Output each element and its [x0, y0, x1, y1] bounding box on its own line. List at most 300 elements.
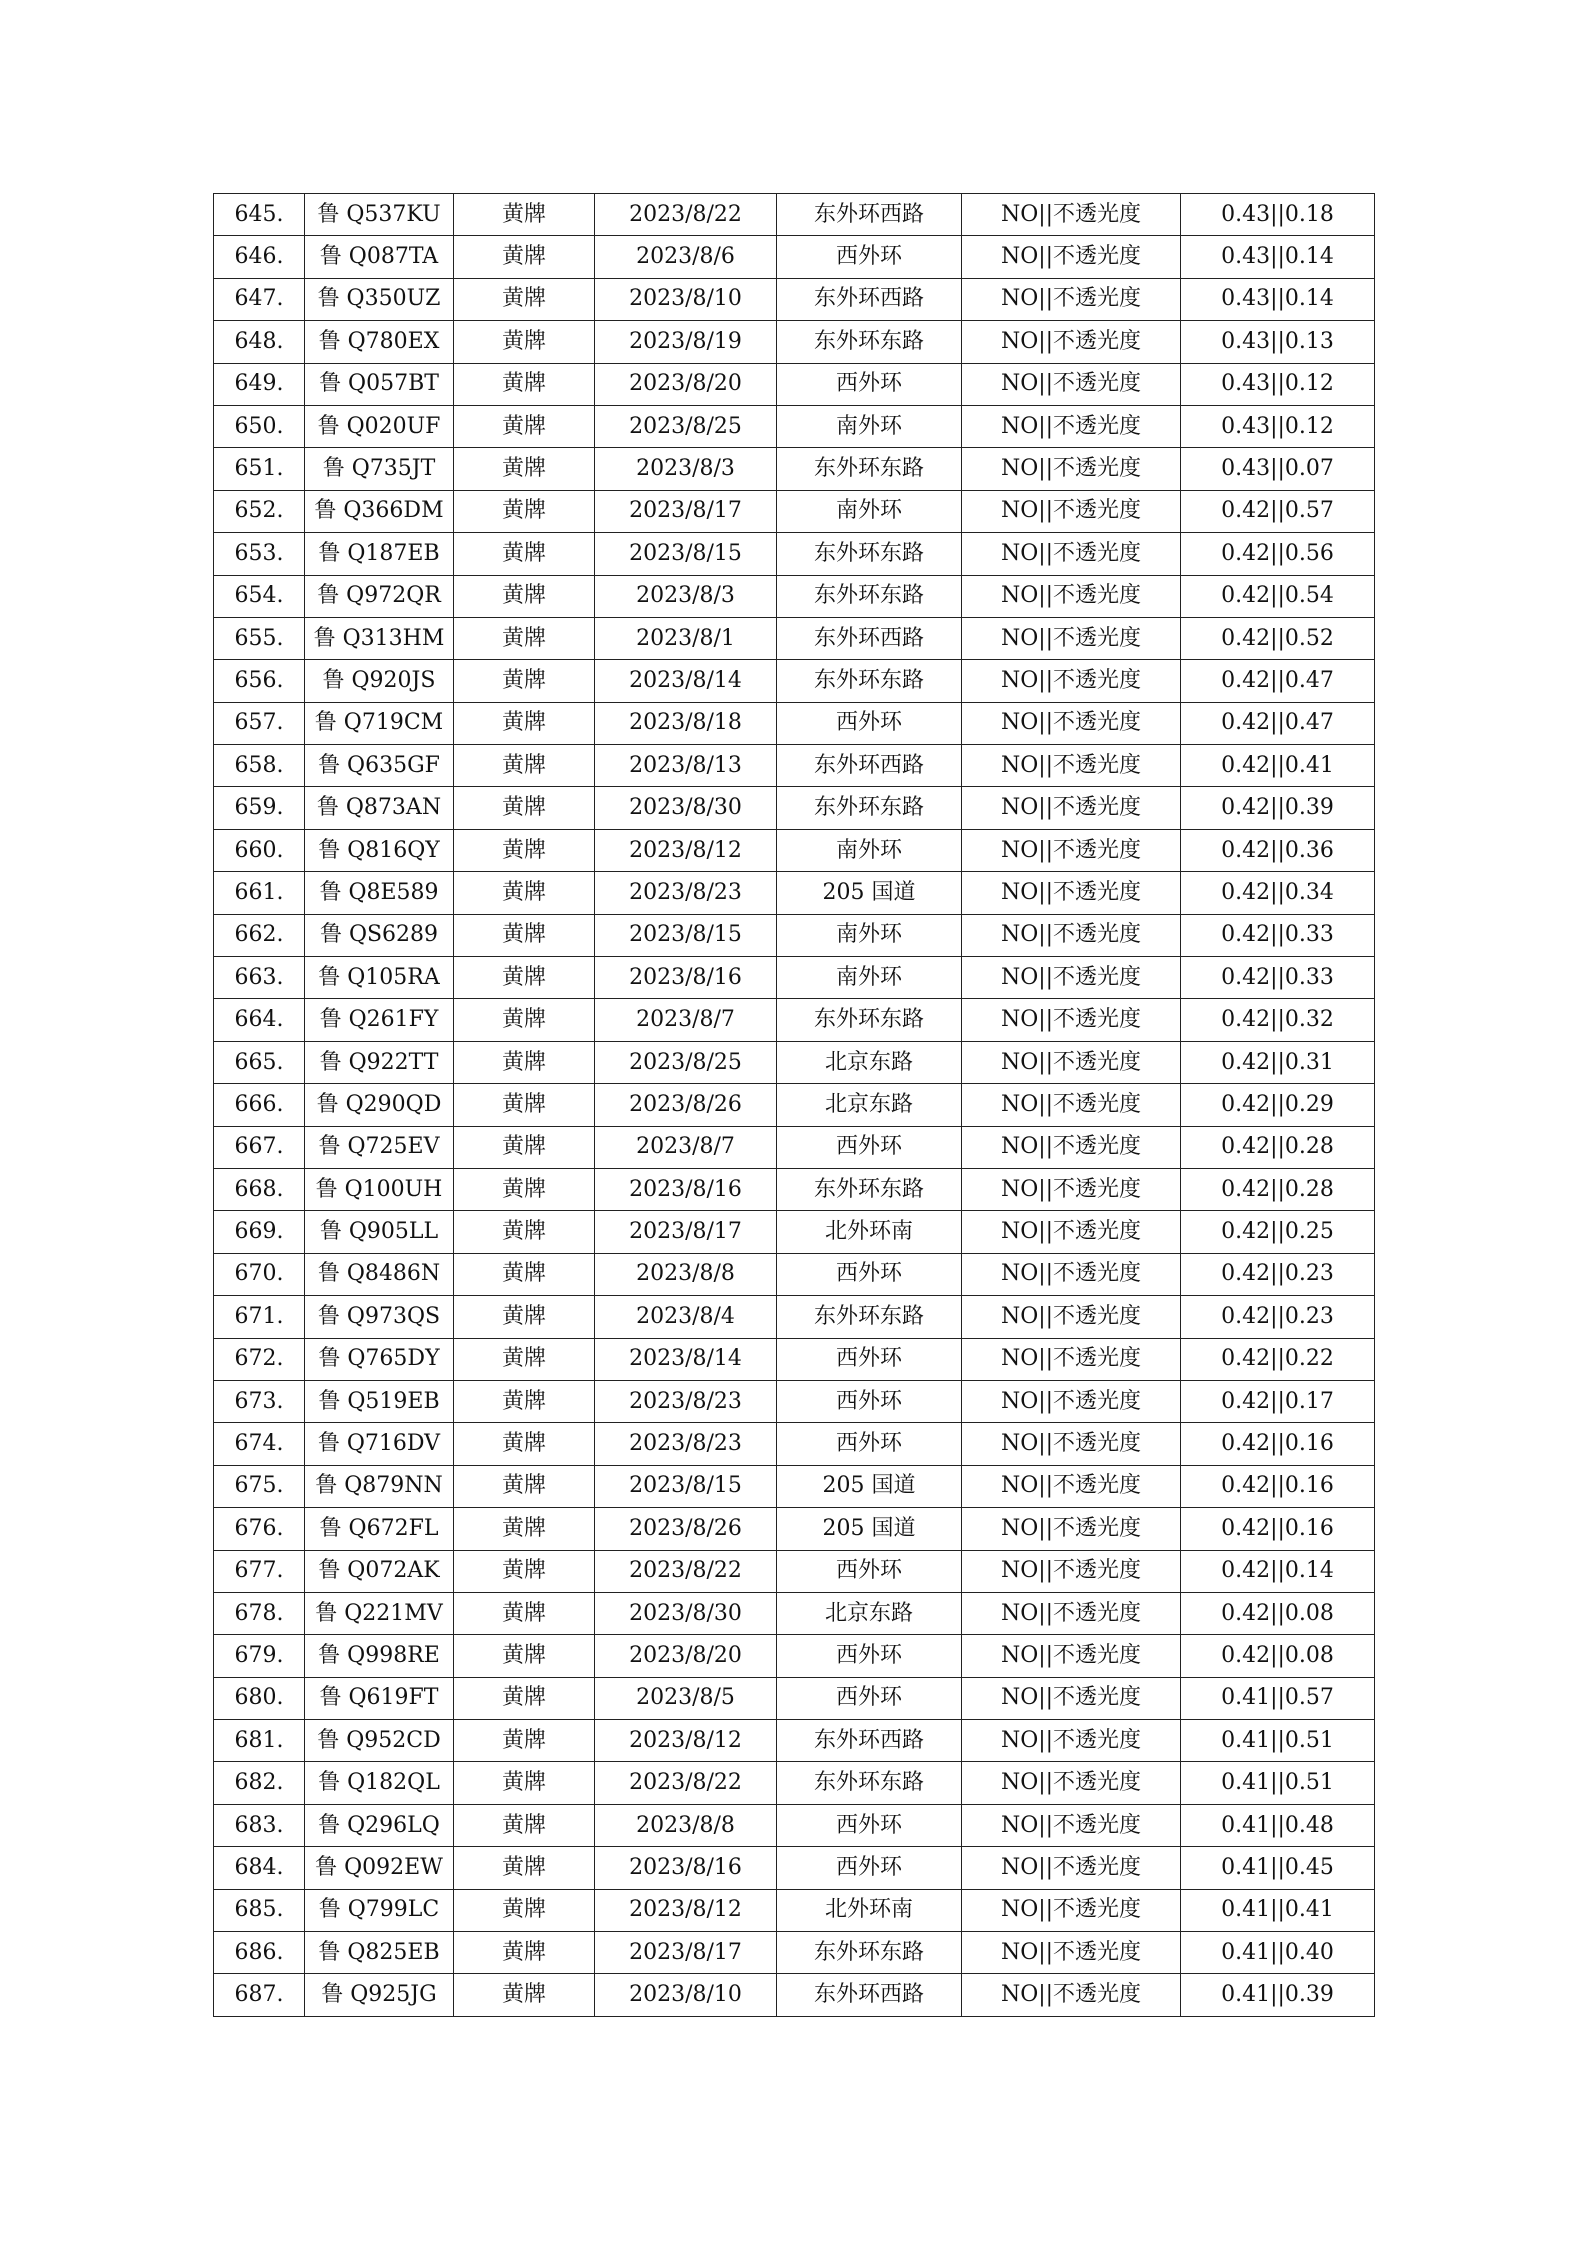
row-index-cell: 655. — [214, 617, 305, 659]
road-cell: 205 国道 — [777, 1508, 962, 1550]
table-row — [214, 1635, 1375, 1677]
plate-color-cell: 黄牌 — [454, 1847, 595, 1889]
test-item-cell: NO||不透光度 — [962, 957, 1181, 999]
table-row — [214, 1550, 1375, 1592]
plate-number-cell: 鲁 Q905LL — [305, 1211, 454, 1253]
date-cell: 2023/8/8 — [595, 1253, 777, 1295]
plate-number-cell: 鲁 Q519EB — [305, 1380, 454, 1422]
plate-number-cell: 鲁 Q780EX — [305, 321, 454, 363]
row-index-cell: 652. — [214, 490, 305, 532]
plate-color-cell: 黄牌 — [454, 575, 595, 617]
table-row — [214, 787, 1375, 829]
test-values-cell: 0.42||0.36 — [1181, 829, 1375, 871]
date-cell: 2023/8/17 — [595, 1932, 777, 1974]
road-cell: 东外环东路 — [777, 787, 962, 829]
test-values-cell: 0.41||0.41 — [1181, 1889, 1375, 1931]
table-row — [214, 533, 1375, 575]
date-cell: 2023/8/16 — [595, 957, 777, 999]
plate-number-cell: 鲁 Q105RA — [305, 957, 454, 999]
test-item-cell: NO||不透光度 — [962, 914, 1181, 956]
table-row — [214, 490, 1375, 532]
table-row — [214, 363, 1375, 405]
road-cell: 西外环 — [777, 1804, 962, 1846]
test-values-cell: 0.42||0.17 — [1181, 1380, 1375, 1422]
plate-number-cell: 鲁 Q619FT — [305, 1677, 454, 1719]
test-item-cell: NO||不透光度 — [962, 1508, 1181, 1550]
plate-color-cell: 黄牌 — [454, 1126, 595, 1168]
plate-color-cell: 黄牌 — [454, 1253, 595, 1295]
date-cell: 2023/8/17 — [595, 1211, 777, 1253]
plate-number-cell: 鲁 Q350UZ — [305, 278, 454, 320]
table-row — [214, 702, 1375, 744]
test-values-cell: 0.41||0.40 — [1181, 1932, 1375, 1974]
table-row — [214, 278, 1375, 320]
plate-color-cell: 黄牌 — [454, 1550, 595, 1592]
plate-color-cell: 黄牌 — [454, 533, 595, 575]
test-values-cell: 0.43||0.13 — [1181, 321, 1375, 363]
plate-number-cell: 鲁 Q879NN — [305, 1465, 454, 1507]
road-cell: 东外环东路 — [777, 1168, 962, 1210]
plate-color-cell: 黄牌 — [454, 1423, 595, 1465]
road-cell: 西外环 — [777, 1635, 962, 1677]
date-cell: 2023/8/25 — [595, 1041, 777, 1083]
test-values-cell: 0.43||0.14 — [1181, 236, 1375, 278]
row-index-cell: 653. — [214, 533, 305, 575]
road-cell: 西外环 — [777, 1338, 962, 1380]
test-values-cell: 0.42||0.16 — [1181, 1465, 1375, 1507]
road-cell: 北京东路 — [777, 1084, 962, 1126]
test-item-cell: NO||不透光度 — [962, 1889, 1181, 1931]
row-index-cell: 687. — [214, 1974, 305, 2016]
plate-number-cell: 鲁 Q873AN — [305, 787, 454, 829]
row-index-cell: 670. — [214, 1253, 305, 1295]
plate-number-cell: 鲁 Q635GF — [305, 745, 454, 787]
plate-color-cell: 黄牌 — [454, 1041, 595, 1083]
test-item-cell: NO||不透光度 — [962, 1126, 1181, 1168]
test-item-cell: NO||不透光度 — [962, 405, 1181, 447]
plate-number-cell: 鲁 Q182QL — [305, 1762, 454, 1804]
test-item-cell: NO||不透光度 — [962, 745, 1181, 787]
test-values-cell: 0.43||0.14 — [1181, 278, 1375, 320]
test-values-cell: 0.42||0.54 — [1181, 575, 1375, 617]
date-cell: 2023/8/4 — [595, 1296, 777, 1338]
test-values-cell: 0.42||0.33 — [1181, 957, 1375, 999]
road-cell: 东外环西路 — [777, 745, 962, 787]
table-row — [214, 617, 1375, 659]
test-item-cell: NO||不透光度 — [962, 278, 1181, 320]
test-values-cell: 0.42||0.41 — [1181, 745, 1375, 787]
row-index-cell: 649. — [214, 363, 305, 405]
test-values-cell: 0.43||0.18 — [1181, 194, 1375, 236]
plate-number-cell: 鲁 Q087TA — [305, 236, 454, 278]
plate-number-cell: 鲁 Q972QR — [305, 575, 454, 617]
table-row — [214, 1423, 1375, 1465]
test-item-cell: NO||不透光度 — [962, 1720, 1181, 1762]
plate-color-cell: 黄牌 — [454, 321, 595, 363]
plate-color-cell: 黄牌 — [454, 872, 595, 914]
records-table-body — [214, 194, 1375, 2017]
date-cell: 2023/8/12 — [595, 829, 777, 871]
test-item-cell: NO||不透光度 — [962, 194, 1181, 236]
date-cell: 2023/8/6 — [595, 236, 777, 278]
date-cell: 2023/8/22 — [595, 194, 777, 236]
road-cell: 东外环东路 — [777, 1932, 962, 1974]
test-values-cell: 0.42||0.23 — [1181, 1296, 1375, 1338]
plate-number-cell: 鲁 Q765DY — [305, 1338, 454, 1380]
plate-color-cell: 黄牌 — [454, 999, 595, 1041]
test-item-cell: NO||不透光度 — [962, 448, 1181, 490]
table-row — [214, 1677, 1375, 1719]
road-cell: 东外环东路 — [777, 1762, 962, 1804]
table-row — [214, 1847, 1375, 1889]
plate-color-cell: 黄牌 — [454, 1084, 595, 1126]
road-cell: 205 国道 — [777, 872, 962, 914]
table-row — [214, 1974, 1375, 2016]
date-cell: 2023/8/26 — [595, 1084, 777, 1126]
test-item-cell: NO||不透光度 — [962, 321, 1181, 363]
date-cell: 2023/8/22 — [595, 1550, 777, 1592]
date-cell: 2023/8/20 — [595, 1635, 777, 1677]
row-index-cell: 671. — [214, 1296, 305, 1338]
test-values-cell: 0.42||0.47 — [1181, 702, 1375, 744]
plate-number-cell: 鲁 Q922TT — [305, 1041, 454, 1083]
road-cell: 东外环东路 — [777, 575, 962, 617]
plate-color-cell: 黄牌 — [454, 1465, 595, 1507]
test-values-cell: 0.42||0.29 — [1181, 1084, 1375, 1126]
date-cell: 2023/8/16 — [595, 1168, 777, 1210]
road-cell: 北外环南 — [777, 1211, 962, 1253]
plate-number-cell: 鲁 Q072AK — [305, 1550, 454, 1592]
date-cell: 2023/8/14 — [595, 1338, 777, 1380]
row-index-cell: 680. — [214, 1677, 305, 1719]
plate-number-cell: 鲁 Q672FL — [305, 1508, 454, 1550]
plate-number-cell: 鲁 Q952CD — [305, 1720, 454, 1762]
test-item-cell: NO||不透光度 — [962, 1974, 1181, 2016]
row-index-cell: 672. — [214, 1338, 305, 1380]
test-item-cell: NO||不透光度 — [962, 1465, 1181, 1507]
records-table — [213, 193, 1375, 2017]
row-index-cell: 686. — [214, 1932, 305, 1974]
date-cell: 2023/8/13 — [595, 745, 777, 787]
road-cell: 西外环 — [777, 1847, 962, 1889]
date-cell: 2023/8/5 — [595, 1677, 777, 1719]
date-cell: 2023/8/12 — [595, 1720, 777, 1762]
road-cell: 东外环西路 — [777, 194, 962, 236]
plate-number-cell: 鲁 Q8E589 — [305, 872, 454, 914]
row-index-cell: 682. — [214, 1762, 305, 1804]
road-cell: 西外环 — [777, 1550, 962, 1592]
row-index-cell: 650. — [214, 405, 305, 447]
test-values-cell: 0.43||0.12 — [1181, 405, 1375, 447]
row-index-cell: 685. — [214, 1889, 305, 1931]
table-row — [214, 405, 1375, 447]
plate-number-cell: 鲁 Q735JT — [305, 448, 454, 490]
row-index-cell: 656. — [214, 660, 305, 702]
plate-number-cell: 鲁 Q290QD — [305, 1084, 454, 1126]
plate-number-cell: 鲁 Q020UF — [305, 405, 454, 447]
test-item-cell: NO||不透光度 — [962, 1168, 1181, 1210]
table-row — [214, 321, 1375, 363]
test-values-cell: 0.43||0.07 — [1181, 448, 1375, 490]
plate-number-cell: 鲁 Q799LC — [305, 1889, 454, 1931]
row-index-cell: 669. — [214, 1211, 305, 1253]
plate-number-cell: 鲁 Q920JS — [305, 660, 454, 702]
row-index-cell: 681. — [214, 1720, 305, 1762]
row-index-cell: 676. — [214, 1508, 305, 1550]
road-cell: 北京东路 — [777, 1041, 962, 1083]
plate-color-cell: 黄牌 — [454, 957, 595, 999]
date-cell: 2023/8/20 — [595, 363, 777, 405]
row-index-cell: 661. — [214, 872, 305, 914]
road-cell: 北外环南 — [777, 1889, 962, 1931]
test-values-cell: 0.42||0.52 — [1181, 617, 1375, 659]
table-row — [214, 872, 1375, 914]
date-cell: 2023/8/1 — [595, 617, 777, 659]
road-cell: 东外环西路 — [777, 278, 962, 320]
date-cell: 2023/8/23 — [595, 872, 777, 914]
date-cell: 2023/8/17 — [595, 490, 777, 532]
plate-color-cell: 黄牌 — [454, 194, 595, 236]
test-item-cell: NO||不透光度 — [962, 1847, 1181, 1889]
test-values-cell: 0.41||0.51 — [1181, 1762, 1375, 1804]
row-index-cell: 647. — [214, 278, 305, 320]
test-values-cell: 0.42||0.57 — [1181, 490, 1375, 532]
road-cell: 东外环东路 — [777, 1296, 962, 1338]
row-index-cell: 645. — [214, 194, 305, 236]
table-row — [214, 1889, 1375, 1931]
test-values-cell: 0.42||0.08 — [1181, 1592, 1375, 1634]
plate-number-cell: 鲁 Q261FY — [305, 999, 454, 1041]
test-item-cell: NO||不透光度 — [962, 236, 1181, 278]
date-cell: 2023/8/23 — [595, 1380, 777, 1422]
date-cell: 2023/8/25 — [595, 405, 777, 447]
plate-color-cell: 黄牌 — [454, 405, 595, 447]
road-cell: 205 国道 — [777, 1465, 962, 1507]
plate-color-cell: 黄牌 — [454, 1508, 595, 1550]
plate-color-cell: 黄牌 — [454, 1677, 595, 1719]
table-row — [214, 957, 1375, 999]
test-item-cell: NO||不透光度 — [962, 702, 1181, 744]
road-cell: 西外环 — [777, 363, 962, 405]
plate-number-cell: 鲁 Q716DV — [305, 1423, 454, 1465]
road-cell: 东外环东路 — [777, 448, 962, 490]
row-index-cell: 654. — [214, 575, 305, 617]
date-cell: 2023/8/26 — [595, 1508, 777, 1550]
plate-color-cell: 黄牌 — [454, 1932, 595, 1974]
row-index-cell: 651. — [214, 448, 305, 490]
table-row — [214, 1380, 1375, 1422]
test-item-cell: NO||不透光度 — [962, 1677, 1181, 1719]
row-index-cell: 657. — [214, 702, 305, 744]
table-row — [214, 1126, 1375, 1168]
date-cell: 2023/8/3 — [595, 448, 777, 490]
table-row — [214, 1211, 1375, 1253]
row-index-cell: 662. — [214, 914, 305, 956]
test-values-cell: 0.42||0.16 — [1181, 1423, 1375, 1465]
table-row — [214, 1084, 1375, 1126]
plate-color-cell: 黄牌 — [454, 490, 595, 532]
test-item-cell: NO||不透光度 — [962, 1296, 1181, 1338]
row-index-cell: 678. — [214, 1592, 305, 1634]
plate-number-cell: 鲁 Q187EB — [305, 533, 454, 575]
date-cell: 2023/8/23 — [595, 1423, 777, 1465]
row-index-cell: 667. — [214, 1126, 305, 1168]
road-cell: 东外环西路 — [777, 1720, 962, 1762]
date-cell: 2023/8/8 — [595, 1804, 777, 1846]
test-item-cell: NO||不透光度 — [962, 1084, 1181, 1126]
test-item-cell: NO||不透光度 — [962, 1380, 1181, 1422]
test-item-cell: NO||不透光度 — [962, 617, 1181, 659]
plate-color-cell: 黄牌 — [454, 1211, 595, 1253]
test-item-cell: NO||不透光度 — [962, 1550, 1181, 1592]
date-cell: 2023/8/10 — [595, 1974, 777, 2016]
row-index-cell: 666. — [214, 1084, 305, 1126]
row-index-cell: 663. — [214, 957, 305, 999]
row-index-cell: 646. — [214, 236, 305, 278]
plate-number-cell: 鲁 Q092EW — [305, 1847, 454, 1889]
plate-color-cell: 黄牌 — [454, 829, 595, 871]
row-index-cell: 665. — [214, 1041, 305, 1083]
row-index-cell: 659. — [214, 787, 305, 829]
road-cell: 西外环 — [777, 236, 962, 278]
plate-number-cell: 鲁 Q998RE — [305, 1635, 454, 1677]
road-cell: 东外环东路 — [777, 999, 962, 1041]
plate-number-cell: 鲁 Q100UH — [305, 1168, 454, 1210]
plate-color-cell: 黄牌 — [454, 1635, 595, 1677]
test-values-cell: 0.42||0.16 — [1181, 1508, 1375, 1550]
row-index-cell: 648. — [214, 321, 305, 363]
table-row — [214, 1762, 1375, 1804]
road-cell: 西外环 — [777, 1423, 962, 1465]
date-cell: 2023/8/7 — [595, 1126, 777, 1168]
road-cell: 东外环西路 — [777, 1974, 962, 2016]
road-cell: 南外环 — [777, 914, 962, 956]
test-item-cell: NO||不透光度 — [962, 660, 1181, 702]
test-values-cell: 0.41||0.48 — [1181, 1804, 1375, 1846]
test-item-cell: NO||不透光度 — [962, 490, 1181, 532]
test-values-cell: 0.42||0.32 — [1181, 999, 1375, 1041]
test-item-cell: NO||不透光度 — [962, 787, 1181, 829]
road-cell: 东外环西路 — [777, 617, 962, 659]
plate-color-cell: 黄牌 — [454, 363, 595, 405]
row-index-cell: 677. — [214, 1550, 305, 1592]
plate-color-cell: 黄牌 — [454, 1804, 595, 1846]
plate-color-cell: 黄牌 — [454, 1592, 595, 1634]
plate-number-cell: 鲁 Q221MV — [305, 1592, 454, 1634]
road-cell: 西外环 — [777, 1380, 962, 1422]
test-values-cell: 0.42||0.33 — [1181, 914, 1375, 956]
table-row — [214, 1253, 1375, 1295]
test-values-cell: 0.42||0.56 — [1181, 533, 1375, 575]
plate-color-cell: 黄牌 — [454, 745, 595, 787]
test-item-cell: NO||不透光度 — [962, 1804, 1181, 1846]
plate-number-cell: 鲁 Q8486N — [305, 1253, 454, 1295]
plate-color-cell: 黄牌 — [454, 1974, 595, 2016]
test-values-cell: 0.41||0.51 — [1181, 1720, 1375, 1762]
road-cell: 南外环 — [777, 405, 962, 447]
test-values-cell: 0.42||0.14 — [1181, 1550, 1375, 1592]
date-cell: 2023/8/30 — [595, 1592, 777, 1634]
test-values-cell: 0.42||0.08 — [1181, 1635, 1375, 1677]
table-row — [214, 999, 1375, 1041]
plate-color-cell: 黄牌 — [454, 617, 595, 659]
test-values-cell: 0.42||0.39 — [1181, 787, 1375, 829]
table-row — [214, 1804, 1375, 1846]
road-cell: 东外环东路 — [777, 533, 962, 575]
date-cell: 2023/8/15 — [595, 1465, 777, 1507]
test-values-cell: 0.42||0.34 — [1181, 872, 1375, 914]
date-cell: 2023/8/3 — [595, 575, 777, 617]
test-item-cell: NO||不透光度 — [962, 1041, 1181, 1083]
test-values-cell: 0.42||0.22 — [1181, 1338, 1375, 1380]
test-values-cell: 0.43||0.12 — [1181, 363, 1375, 405]
plate-number-cell: 鲁 Q925JG — [305, 1974, 454, 2016]
date-cell: 2023/8/15 — [595, 914, 777, 956]
row-index-cell: 664. — [214, 999, 305, 1041]
test-item-cell: NO||不透光度 — [962, 1338, 1181, 1380]
table-row — [214, 745, 1375, 787]
plate-color-cell: 黄牌 — [454, 1380, 595, 1422]
test-item-cell: NO||不透光度 — [962, 829, 1181, 871]
test-values-cell: 0.42||0.31 — [1181, 1041, 1375, 1083]
table-row — [214, 575, 1375, 617]
table-row — [214, 1296, 1375, 1338]
table-row — [214, 1465, 1375, 1507]
test-values-cell: 0.41||0.57 — [1181, 1677, 1375, 1719]
road-cell: 北京东路 — [777, 1592, 962, 1634]
row-index-cell: 658. — [214, 745, 305, 787]
road-cell: 西外环 — [777, 1253, 962, 1295]
plate-number-cell: 鲁 Q366DM — [305, 490, 454, 532]
road-cell: 南外环 — [777, 490, 962, 532]
plate-number-cell: 鲁 Q719CM — [305, 702, 454, 744]
test-item-cell: NO||不透光度 — [962, 1762, 1181, 1804]
plate-color-cell: 黄牌 — [454, 660, 595, 702]
plate-color-cell: 黄牌 — [454, 1762, 595, 1804]
plate-number-cell: 鲁 QS6289 — [305, 914, 454, 956]
plate-number-cell: 鲁 Q296LQ — [305, 1804, 454, 1846]
plate-number-cell: 鲁 Q973QS — [305, 1296, 454, 1338]
table-row — [214, 1592, 1375, 1634]
plate-number-cell: 鲁 Q057BT — [305, 363, 454, 405]
date-cell: 2023/8/19 — [595, 321, 777, 363]
test-item-cell: NO||不透光度 — [962, 1423, 1181, 1465]
plate-number-cell: 鲁 Q725EV — [305, 1126, 454, 1168]
table-row — [214, 1338, 1375, 1380]
table-row — [214, 660, 1375, 702]
date-cell: 2023/8/12 — [595, 1889, 777, 1931]
test-item-cell: NO||不透光度 — [962, 872, 1181, 914]
test-item-cell: NO||不透光度 — [962, 1635, 1181, 1677]
test-values-cell: 0.42||0.25 — [1181, 1211, 1375, 1253]
road-cell: 西外环 — [777, 1126, 962, 1168]
road-cell: 西外环 — [777, 1677, 962, 1719]
road-cell: 东外环东路 — [777, 660, 962, 702]
plate-color-cell: 黄牌 — [454, 914, 595, 956]
table-row — [214, 1932, 1375, 1974]
date-cell: 2023/8/22 — [595, 1762, 777, 1804]
plate-color-cell: 黄牌 — [454, 1720, 595, 1762]
test-item-cell: NO||不透光度 — [962, 1211, 1181, 1253]
date-cell: 2023/8/18 — [595, 702, 777, 744]
test-item-cell: NO||不透光度 — [962, 575, 1181, 617]
date-cell: 2023/8/10 — [595, 278, 777, 320]
table-row — [214, 194, 1375, 236]
plate-number-cell: 鲁 Q537KU — [305, 194, 454, 236]
date-cell: 2023/8/16 — [595, 1847, 777, 1889]
plate-color-cell: 黄牌 — [454, 1168, 595, 1210]
date-cell: 2023/8/7 — [595, 999, 777, 1041]
